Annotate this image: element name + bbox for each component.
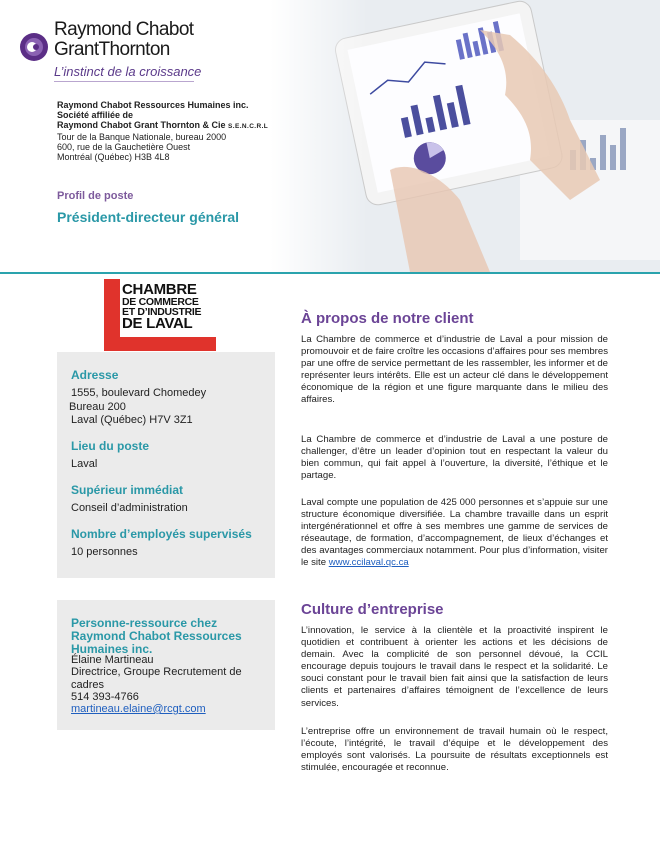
job-title: Président-directeur général (57, 209, 240, 225)
company-name: Raymond Chabot Ressources Humaines inc. (57, 100, 249, 110)
contact-email-link[interactable]: martineau.elaine@rcgt.com (71, 703, 206, 715)
tagline-rule (54, 81, 194, 82)
address-line: Montréal (Québec) H3B 4L8 (57, 152, 170, 162)
contact-box (57, 600, 275, 730)
address-value: Laval (Québec) H7V 3Z1 (71, 414, 193, 426)
address-line: Tour de la Banque Nationale, bureau 2000 (57, 132, 227, 142)
website-link[interactable]: www.ccilaval.qc.ca (328, 557, 409, 569)
about-paragraph: La Chambre de commerce et d’industrie de Laval a une posture de challenger, d’être un leader d’opinion tout en respectant la valeur du bien commun, qui fait appel à l’ouverture, la diversité, l’éthique et le partage. (301, 434, 608, 482)
company-logo-text: Raymond Chabot GrantThornton (54, 19, 194, 60)
contact-phone: 514 393-4766 (71, 691, 139, 703)
supervisor-value: Conseil d’administration (71, 502, 188, 514)
address-heading: Adresse (71, 368, 119, 382)
address-value: Bureau 200 (69, 401, 126, 413)
about-title: À propos de notre client (301, 310, 474, 327)
parent-company: Raymond Chabot Grant Thornton & Cie S.E.N.C.R.L (57, 120, 269, 130)
employees-value: 10 personnes (71, 546, 138, 558)
culture-title: Culture d’entreprise (301, 601, 444, 618)
employees-heading: Nombre d’employés supervisés (71, 527, 252, 541)
rcgt-logo-icon (19, 32, 49, 62)
address-line: 600, rue de la Gauchetière Ouest (57, 142, 191, 152)
address-value: 1555, boulevard Chomedey (71, 387, 207, 399)
contact-role: Directrice, Groupe Recrutement de cadres (71, 666, 242, 691)
doc-type: Profil de poste (57, 190, 134, 202)
contact-heading: Personne-ressource chez Raymond Chabot Ressources Humaines inc. (71, 616, 242, 656)
client-logo-text: CHAMBRE DE COMMERCE ET D’INDUSTRIE DE LAVAL (122, 281, 202, 332)
client-logo-red-base (104, 337, 216, 351)
location-value: Laval (71, 458, 98, 470)
culture-paragraph: L’entreprise offre un environnement de travail humain où le respect, l’écoute, l’intégrité, le travail d’équipe et le développement des employés sont valorisés. La poursuite de résultats exceptionnels est stimulée, encouragée et reconnue. (301, 726, 608, 774)
location-heading: Lieu du poste (71, 439, 149, 453)
supervisor-heading: Supérieur immédiat (71, 483, 184, 497)
about-paragraph: La Chambre de commerce et d’industrie de Laval a pour mission de promouvoir et de faire croître les occasions d’affaires pour ses membres par une offre de service permettant de les rassembler, les informer et de représenter leurs intérêts. Elle est un acteur clé dans le développement économique de la région et une figure marquante dans le milieu des affaires. (301, 334, 608, 406)
about-paragraph: Laval compte une population de 425 000 personnes et s’appuie sur une structure économique diversifiée. La chambre travaille dans un esprit intergénérationnel et offre à ses membres une gamme de services de réseautage, de formation, d’accompagnement, de lieux d’échanges et des avantages commerciaux notamment. Pour plus d’information, visiter le site www.ccilaval.qc.ca (301, 497, 608, 569)
company-info (57, 100, 268, 162)
tagline: L’instinct de la croissance (54, 64, 202, 79)
header-divider (0, 272, 660, 274)
job-details-box (57, 352, 275, 578)
contact-name: Élaine Martineau (71, 654, 154, 666)
tablet-chart-photo (270, 0, 660, 272)
affiliate-label: Société affiliée de (57, 110, 134, 120)
culture-paragraph: L’innovation, le service à la clientèle et la proactivité inspirent le quotidien et contribuent à orienter les actions et les décisions de demain. Avec la complicité de son personnel dévoué, la CCIL encourage depuis toujours le travail dans le respect et la solidarité. Le souci constant pour le travail bien fait ainsi que la satisfaction de leurs clients et partenaires d’affaires témoignent de l’excellence de leurs services. (301, 625, 608, 709)
